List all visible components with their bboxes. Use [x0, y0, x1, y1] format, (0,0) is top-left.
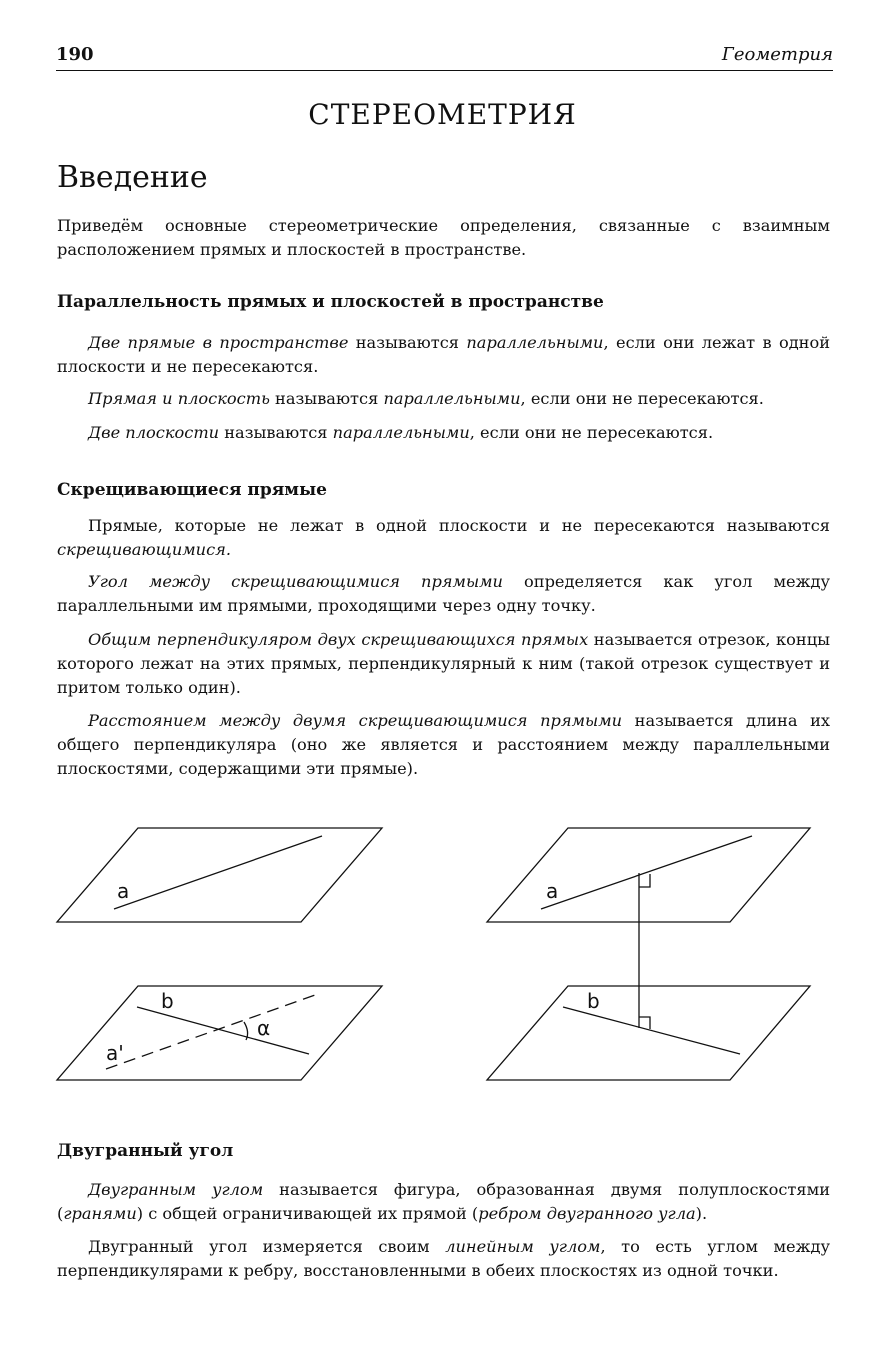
line-a-right	[541, 836, 752, 909]
plane-lower-left	[57, 986, 382, 1080]
dihedral-measure-paragraph	[57, 1235, 830, 1283]
text: называются	[219, 423, 333, 442]
plane-upper-left	[57, 828, 382, 922]
text: Двугранный угол измеряется своим	[88, 1237, 446, 1256]
term: гранями	[63, 1204, 137, 1223]
term: параллельными	[332, 423, 470, 442]
page-number: 190	[56, 44, 94, 65]
label-b-right: b	[587, 989, 600, 1013]
chapter-title: СТЕРЕОМЕТРИЯ	[308, 98, 577, 131]
text: Прямые, которые не лежат в одной плоскости и не пересекаются называются	[88, 516, 830, 535]
term: Две прямые в пространстве	[88, 333, 349, 352]
label-b-left: b	[161, 989, 174, 1013]
term: параллельными	[466, 333, 604, 352]
term: Расстоянием между двумя скрещивающимися прямыми	[88, 711, 623, 730]
line-b-left	[137, 1007, 309, 1054]
label-a-right: a	[546, 879, 559, 903]
line-b-right	[563, 1007, 740, 1054]
term: Общим перпендикуляром двух скрещивающихся прямых	[88, 630, 589, 649]
plane-upper-right	[487, 828, 810, 922]
parallel-heading: Параллельность прямых и плоскостей в пространстве	[57, 292, 604, 312]
label-alpha: α	[257, 1016, 271, 1040]
term: Прямая и плоскость	[88, 389, 270, 408]
term: Двугранным углом	[88, 1180, 264, 1199]
term: Угол между скрещивающимися прямыми	[88, 572, 503, 591]
skew-heading: Скрещивающиеся прямые	[57, 480, 327, 500]
text: называются	[348, 333, 467, 352]
text: , то есть углом между перпендикулярами к ребру, восстановленными в обеих плоскостях из одной точки.	[57, 1237, 831, 1280]
line-a-left	[114, 836, 322, 909]
term: ребром двугранного угла	[478, 1204, 696, 1223]
plane-lower-right	[487, 986, 810, 1080]
text: , если они лежат в одной плоскости и не пересекаются.	[57, 333, 830, 376]
line-a-prime-dashed	[106, 994, 318, 1069]
term: линейным углом	[445, 1237, 601, 1256]
intro-paragraph: Приведём основные стереометрические определения, связанные с взаимным расположением прямых и плоскостей в пространстве.	[57, 216, 830, 259]
dihedral-heading: Двугранный угол	[57, 1141, 234, 1161]
text: определяется как угол между параллельными им прямыми, проходящими через одну точку.	[57, 572, 830, 615]
dihedral-def-paragraph	[57, 1178, 830, 1226]
text: называется длина их общего перпендикуляра (оно же является и расстоянием между параллельными плоскостями, содержащими эти прямые).	[57, 711, 830, 778]
term: Две плоскости	[88, 423, 220, 442]
label-a-prime: a'	[106, 1041, 124, 1065]
term: скрещивающимися.	[57, 540, 232, 559]
text: ) с общей ограничивающей их прямой (	[136, 1204, 479, 1223]
text: называется фигура, образованная двумя полуплоскостями (	[57, 1180, 830, 1223]
text: называются	[269, 389, 384, 408]
right-angle-mark-top	[639, 874, 650, 887]
label-a-left: a	[117, 879, 130, 903]
text: , если они не пересекаются.	[520, 389, 764, 408]
term: параллельными	[383, 389, 521, 408]
running-title: Геометрия	[721, 44, 833, 65]
text: называется отрезок, концы которого лежат на этих прямых, перпендикулярный к ним (такой отрезок существует и притом только один).	[57, 630, 830, 697]
text: , если они не пересекаются.	[469, 423, 714, 442]
text: ).	[695, 1204, 708, 1223]
section-title: Введение	[57, 160, 208, 195]
